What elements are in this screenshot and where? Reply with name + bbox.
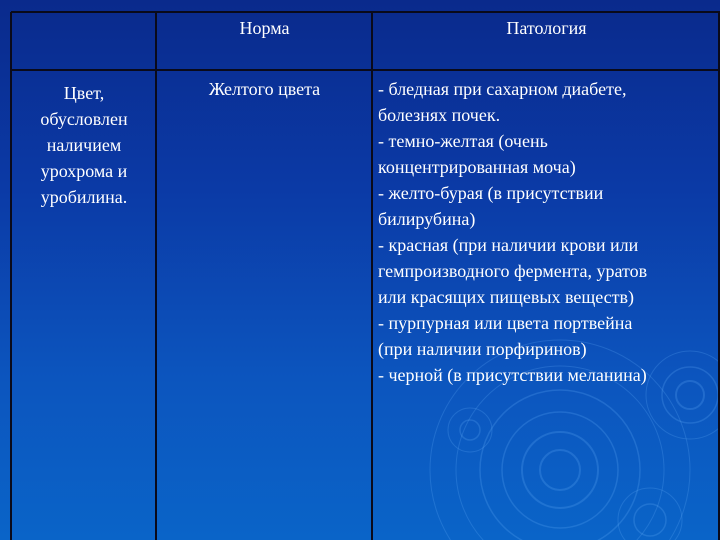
pathology-line: концентрированная моча) [378,157,576,177]
pathology-line: - желто-бурая (в присутствии [378,183,604,203]
parameter-line: наличием [46,135,122,155]
pathology-line: или красящих пищевых веществ) [378,287,634,307]
pathology-line: гемпроизводного фермента, уратов [378,261,648,281]
cell-pathology [378,76,718,388]
cell-norma: Желтого цвета [208,79,321,99]
parameter-line: обусловлен [40,109,128,129]
pathology-line: - пурпурная или цвета портвейна [378,313,633,333]
pathology-line: - темно-желтая (очень [378,131,548,151]
pathology-line: болезнях почек. [378,105,501,125]
parameter-line: урохрома и [40,161,128,181]
pathology-line: - красная (при наличии крови или [378,235,639,255]
pathology-line: билирубина) [378,209,476,229]
parameter-line: Цвет, [63,83,105,103]
header-norma: Норма [239,18,290,38]
header-pathology: Патология [506,18,587,38]
parameter-line: уробилина. [40,187,128,207]
pathology-line: - бледная при сахарном диабете, [378,79,627,99]
pathology-line: (при наличии порфиринов) [378,339,587,359]
pathology-line: - черной (в присутствии меланина) [378,365,647,385]
cell-parameter [12,80,156,210]
